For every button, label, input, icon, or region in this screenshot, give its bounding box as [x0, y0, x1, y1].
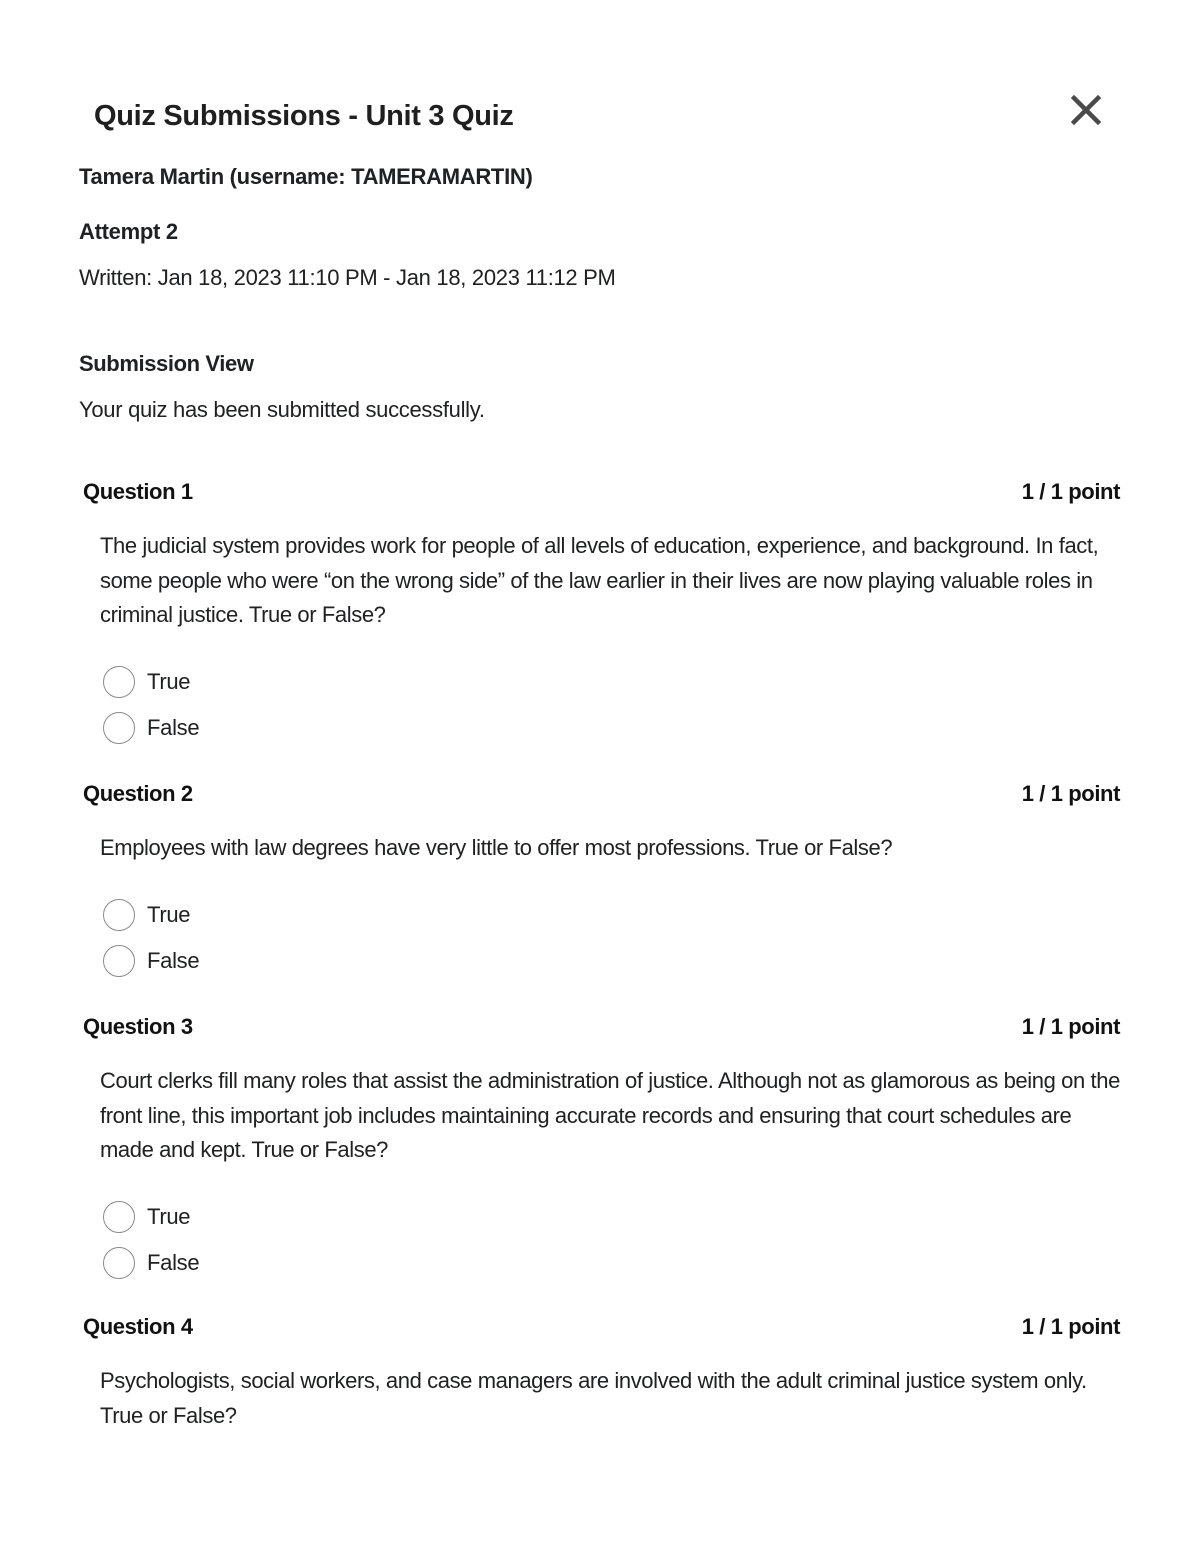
question-label: Question 3 — [83, 1014, 193, 1039]
question-points: 1 / 1 point — [1021, 1314, 1120, 1339]
attempt-label: Attempt 2 — [79, 219, 178, 244]
student-name: Tamera Martin (username: TAMERAMARTIN) — [79, 164, 533, 189]
close-button[interactable] — [1066, 90, 1106, 130]
option-label: True — [147, 668, 191, 694]
answer-option-true[interactable] — [103, 892, 1123, 938]
answer-option-true[interactable] — [103, 1194, 1123, 1240]
radio-button[interactable] — [103, 712, 135, 744]
answer-options — [103, 1194, 1123, 1286]
question-block — [83, 1014, 1123, 1286]
radio-button[interactable] — [103, 1201, 135, 1233]
question-label: Question 1 — [83, 479, 193, 504]
answer-option-true[interactable] — [103, 659, 1123, 705]
question-label: Question 4 — [83, 1314, 193, 1339]
option-label: False — [147, 947, 200, 973]
question-points: 1 / 1 point — [1021, 479, 1120, 504]
option-label: True — [147, 901, 191, 927]
question-block — [83, 479, 1123, 751]
question-text: Court clerks fill many roles that assist the administration of justice. Although not as glamorous as being on the front line, this important job includes maintaining accurate records and ensuring that court schedules are made and kept. True or False? — [100, 1068, 1120, 1162]
option-label: True — [147, 1203, 191, 1229]
answer-option-false[interactable] — [103, 1240, 1123, 1286]
question-text: Employees with law degrees have very little to offer most professions. True or False? — [100, 835, 893, 860]
question-text: The judicial system provides work for people of all levels of education, experience, and background. In fact, some people who were “on the wrong side” of the law earlier in their lives are now playing valuable roles in criminal justice. True or False? — [100, 533, 1099, 627]
radio-button[interactable] — [103, 899, 135, 931]
question-block — [83, 1314, 1123, 1433]
answer-options — [103, 659, 1123, 751]
written-timestamp: Written: Jan 18, 2023 11:10 PM - Jan 18, 2023 11:12 PM — [79, 265, 616, 290]
question-points: 1 / 1 point — [1021, 781, 1120, 806]
answer-option-false[interactable] — [103, 938, 1123, 984]
page-title: Quiz Submissions - Unit 3 Quiz — [94, 100, 514, 132]
question-block — [83, 781, 1123, 984]
radio-button[interactable] — [103, 945, 135, 977]
option-label: False — [147, 714, 200, 740]
question-text: Psychologists, social workers, and case managers are involved with the adult criminal justice system only. True or False? — [100, 1368, 1087, 1428]
submission-success-message: Your quiz has been submitted successfully. — [79, 397, 485, 422]
option-label: False — [147, 1249, 200, 1275]
answer-option-false[interactable] — [103, 705, 1123, 751]
answer-options — [103, 892, 1123, 984]
close-icon — [1066, 90, 1106, 130]
radio-button[interactable] — [103, 666, 135, 698]
submission-view-heading: Submission View — [79, 351, 254, 376]
radio-button[interactable] — [103, 1247, 135, 1279]
question-points: 1 / 1 point — [1021, 1014, 1120, 1039]
question-label: Question 2 — [83, 781, 193, 806]
